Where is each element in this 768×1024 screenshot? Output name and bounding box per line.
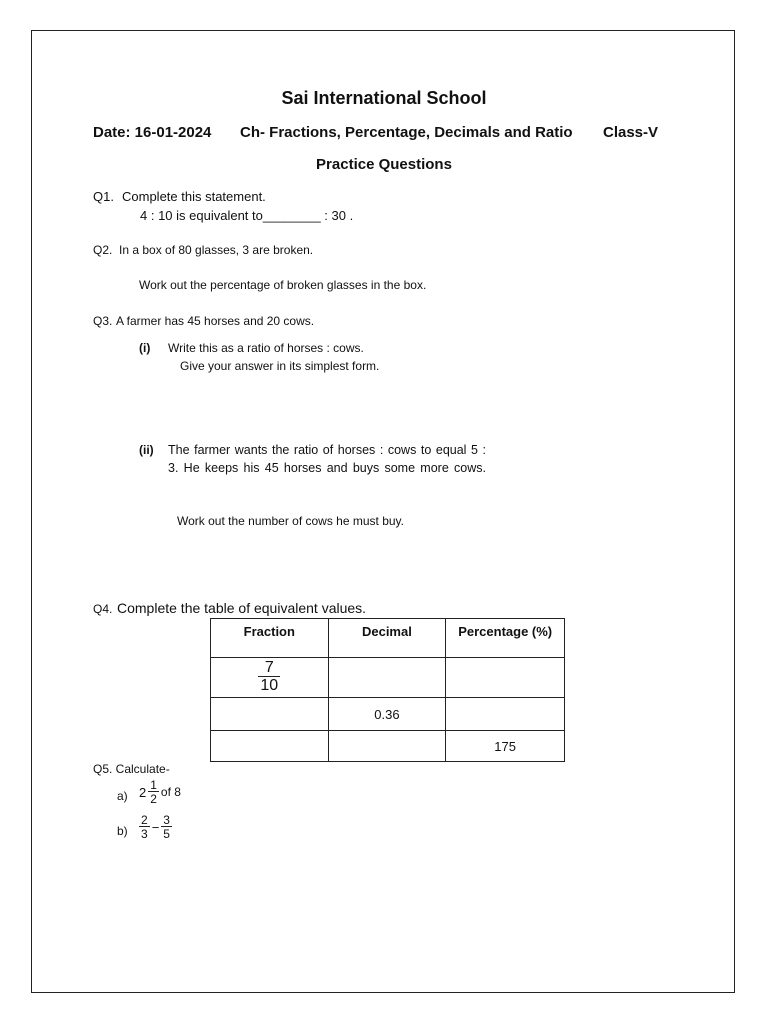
fraction-3-5: [161, 814, 172, 840]
q2-task: Work out the percentage of broken glasses in the box.: [139, 278, 427, 292]
table-row: [211, 698, 565, 731]
q1-label: Q1.: [93, 189, 114, 204]
fraction-numerator: 1: [150, 778, 157, 792]
date-label: Date: 16-01-2024: [93, 124, 212, 141]
cell-fraction-7-10[interactable]: [211, 658, 329, 698]
q5-label: Q5. Calculate-: [93, 762, 170, 776]
minus-operator: −: [151, 819, 160, 835]
fraction-denominator: 5: [163, 827, 170, 841]
q5-a-label: a): [117, 789, 128, 803]
q5-b-expression: [139, 814, 172, 840]
equivalent-values-table: [210, 618, 565, 762]
q5-a-suffix: of 8: [160, 785, 181, 799]
q3-label: Q3.: [93, 314, 113, 328]
fraction-denominator: 2: [150, 792, 157, 806]
fraction-numerator: 3: [163, 813, 170, 827]
q1-statement: 4 : 10 is equivalent to________ : 30 .: [140, 208, 354, 223]
cell-percentage-value: 175: [446, 731, 565, 762]
q3-part-ii-label: (ii): [139, 443, 154, 457]
q2-text: In a box of 80 glasses, 3 are broken.: [119, 243, 314, 257]
header-decimal: Decimal: [328, 619, 446, 658]
q3-part-i-line1: Write this as a ratio of horses : cows.: [168, 341, 364, 355]
q3-text: A farmer has 45 horses and 20 cows.: [116, 314, 315, 328]
class-label: Class-V: [603, 124, 659, 141]
q5-a-expression: [139, 779, 181, 805]
q5-b-label: b): [117, 824, 128, 838]
q4-label: Q4.: [93, 602, 113, 616]
table-row: [211, 658, 565, 698]
page-subtitle: Practice Questions: [316, 156, 452, 173]
fraction-7-10: [258, 660, 280, 694]
cell-decimal-empty[interactable]: [328, 731, 446, 762]
q3-part-i-line2: Give your answer in its simplest form.: [180, 359, 380, 373]
page-border: [31, 30, 735, 993]
cell-percentage-empty[interactable]: [446, 658, 565, 698]
fraction-denominator: 3: [141, 827, 148, 841]
cell-decimal-empty[interactable]: [328, 658, 446, 698]
cell-fraction-empty[interactable]: [211, 731, 329, 762]
q3-part-ii-text: The farmer wants the ratio of horses : cows to equal 5 : 3. He keeps his 45 horses and buys some more cows.: [168, 443, 486, 475]
fraction-numerator: 7: [264, 659, 274, 676]
cell-decimal-value: 0.36: [328, 698, 446, 731]
header-fraction: Fraction: [211, 619, 329, 658]
fraction-2-3: [139, 814, 150, 840]
cell-fraction-empty[interactable]: [211, 698, 329, 731]
q3-part-i-label: (i): [139, 341, 151, 355]
fraction-denominator: 10: [260, 677, 279, 694]
school-title: Sai International School: [281, 88, 487, 108]
header-percentage: Percentage (%): [446, 619, 565, 658]
table-row: [211, 731, 565, 762]
chapter-label: Ch- Fractions, Percentage, Decimals and Ratio: [240, 124, 573, 141]
q3-part-ii-task: Work out the number of cows he must buy.: [177, 514, 404, 528]
fraction-numerator: 2: [141, 813, 148, 827]
fraction-1-2: [148, 779, 159, 805]
table-header-row: [211, 619, 565, 658]
q1-text: Complete this statement.: [122, 189, 266, 204]
q2-label: Q2.: [93, 243, 113, 257]
mixed-whole: 2: [139, 784, 147, 800]
q4-text: Complete the table of equivalent values.: [117, 600, 367, 616]
cell-percentage-empty[interactable]: [446, 698, 565, 731]
